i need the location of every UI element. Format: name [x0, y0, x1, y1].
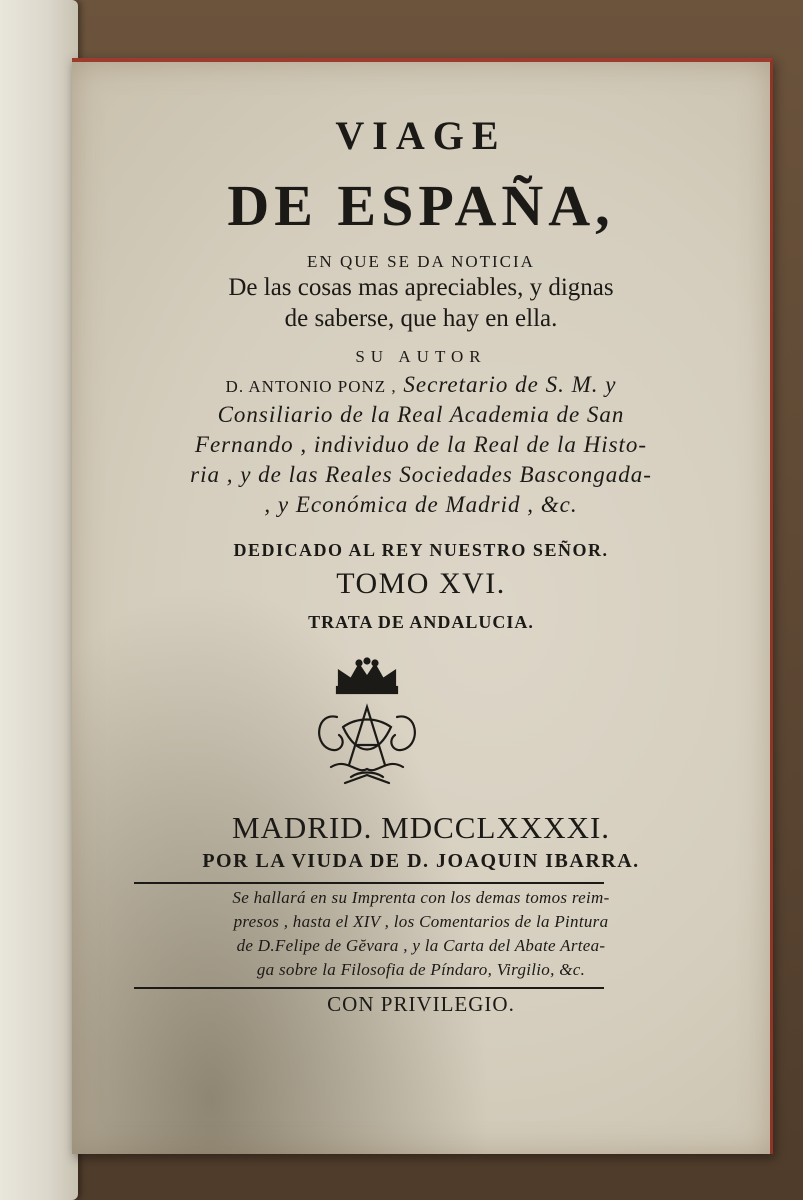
note-line-2: presos , hasta el XIV , los Comentarios de la Pintura	[233, 912, 609, 931]
topic-line: TRATA DE ANDALUCIA.	[308, 612, 534, 632]
dedication: DEDICADO AL REY NUESTRO SEÑOR.	[233, 540, 609, 560]
subtitle-line-3: de saberse, que hay en ella.	[284, 305, 558, 332]
left-page-edge	[0, 0, 78, 1200]
note-line-1: Se hallará en su Imprenta con los demas tomos reim-	[232, 888, 610, 907]
imprint-printer: POR LA VIUDA DE D. JOAQUIN IBARRA.	[202, 850, 640, 872]
privilege-line: CON PRIVILEGIO.	[327, 992, 515, 1016]
divider-rule-bottom	[134, 987, 604, 989]
title-line-2: DE ESPAÑA,	[227, 173, 615, 238]
subtitle-line-2: De las cosas mas apreciables, y dignas	[228, 274, 614, 301]
author-line-4: ria , y de las Reales Sociedades Bascongada-	[190, 462, 652, 487]
note-line-3: de D.Felipe de Gĕvara , y la Carta del Abate Artea-	[236, 936, 606, 955]
imprint-place-year: MADRID. MDCCLXXXXI.	[231, 810, 611, 845]
author-heading: SU AUTOR	[355, 347, 487, 366]
volume-number: TOMO XVI.	[336, 567, 506, 600]
title-line-1: VIAGE	[335, 113, 507, 158]
note-line-4: ga sobre la Filosofia de Píndaro, Virgilio, &c.	[256, 960, 586, 979]
author-line-3: Fernando , individuo de la Real de la Histo-	[194, 432, 648, 457]
divider-rule-top	[134, 882, 604, 884]
author-line-1	[72, 372, 770, 398]
title-page	[72, 58, 773, 1154]
author-line-2: Consiliario de la Real Academia de San	[217, 402, 625, 427]
author-name: D. ANTONIO PONZ ,	[225, 377, 397, 396]
subtitle-line-1: EN QUE SE DA NOTICIA	[307, 252, 535, 271]
author-line-1-rest: Secretario de S. M. y	[403, 372, 617, 397]
crowned-monogram-icon	[307, 657, 427, 797]
author-line-5: , y Económica de Madrid , &c.	[264, 492, 578, 517]
